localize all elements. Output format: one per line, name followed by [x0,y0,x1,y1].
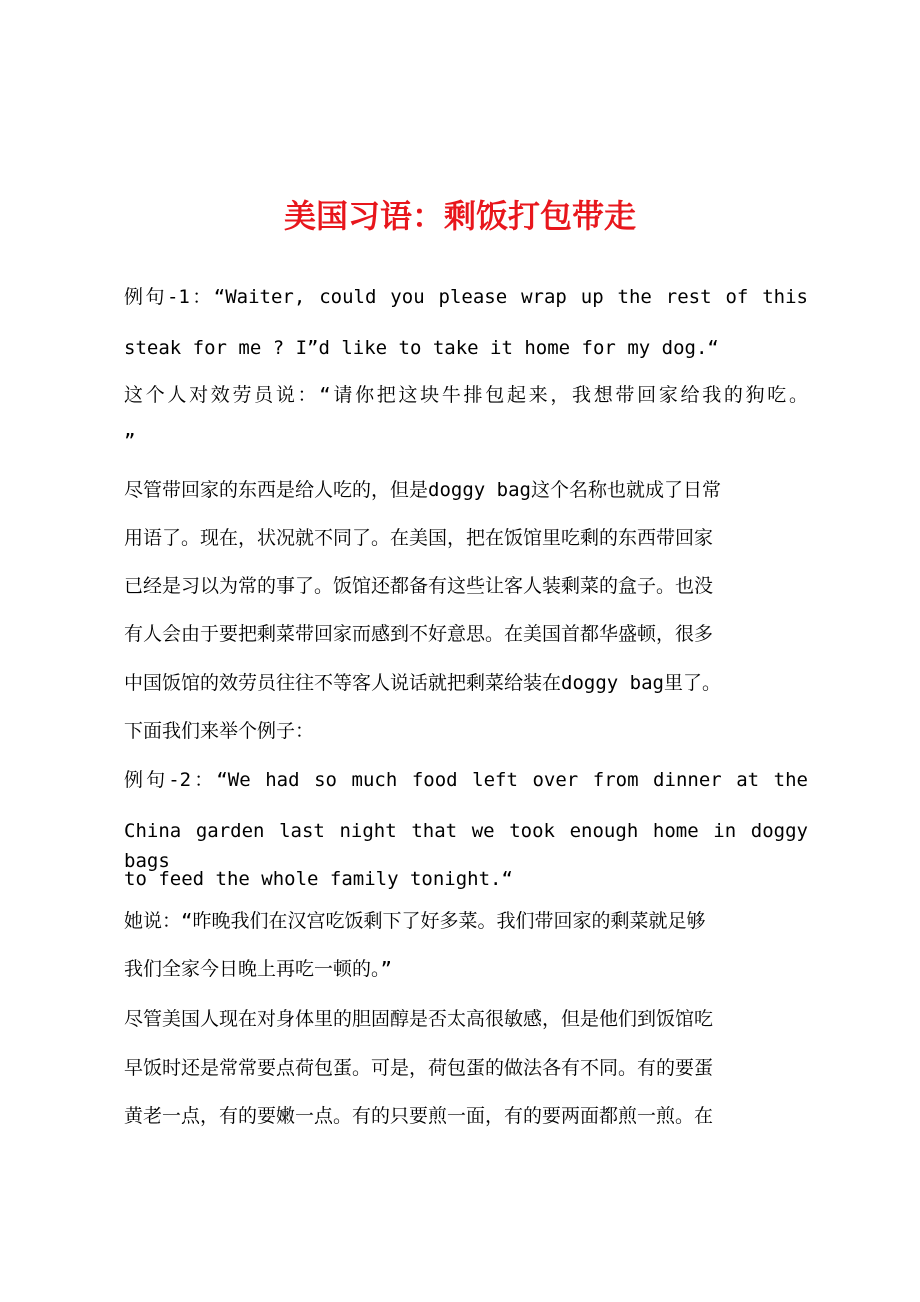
document-title: 美国习语：剩饭打包带走 [283,197,636,235]
text-line: 尽管带回家的东西是给人吃的，但是doggy bag这个名称也就成了日常 [124,479,721,501]
text-line: 尽管美国人现在对身体里的胆固醇是否太高很敏感，但是他们到饭馆吃 [124,1008,714,1030]
text-line: to feed the whole family tonight.“ [124,868,513,890]
text-line: 已经是习以为常的事了。饭馆还都备有这些让客人装剩菜的盒子。也没 [124,575,714,597]
text-line: 有人会由于要把剩菜带回家而感到不好意思。在美国首都华盛顿，很多 [124,623,714,645]
text-line: 她说：“昨晚我们在汉宫吃饭剩下了好多菜。我们带回家的剩菜就足够 [124,910,706,932]
text-line: 例句-2：“We had so much food left over from dinner at the [124,769,808,791]
text-line: 下面我们来举个例子： [124,720,315,742]
text-line: 这个人对效劳员说：“请你把这块牛排包起来，我想带回家给我的狗吃。 [124,384,808,406]
text-line: 早饭时还是常常要点荷包蛋。可是，荷包蛋的做法各有不同。有的要蛋 [124,1057,714,1079]
text-line: 黄老一点，有的要嫩一点。有的只要煎一面，有的要两面都煎一煎。在 [124,1105,714,1127]
text-line: ” [124,430,136,452]
text-line: 用语了。现在，状况就不同了。在美国，把在饭馆里吃剩的东西带回家 [124,527,714,549]
text-line: 我们全家今日晚上再吃一顿的。” [124,958,392,980]
text-line: steak for me ? I”d like to take it home for my dog.“ [124,337,719,359]
text-line: 例句-1：“Waiter, could you please wrap up the rest of this [124,286,808,308]
text-line: 中国饭馆的效劳员往往不等客人说话就把剩菜给装在doggy bag里了。 [124,672,721,694]
text-line: China garden last night that we took enough home in doggy bags [124,820,808,872]
